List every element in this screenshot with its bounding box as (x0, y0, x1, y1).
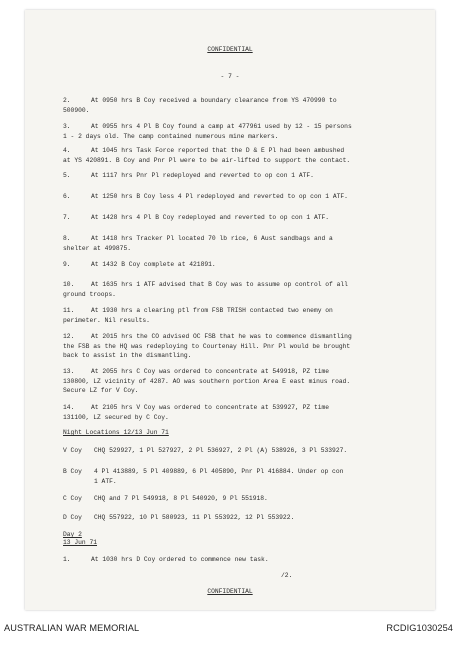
para-text: ground troops. (63, 290, 116, 298)
para-number: 12. (63, 333, 75, 340)
archive-footer (0, 621, 457, 641)
para-text: perimeter. Nil results. (63, 316, 150, 324)
para-text: 500900. (63, 106, 90, 114)
para-number: 5. (63, 172, 71, 179)
classification-header: CONFIDENTIAL (207, 46, 253, 53)
unit-locations: 1 ATF. (94, 477, 117, 485)
para-number: 4. (63, 147, 71, 154)
unit-locations: 4 Pl 413889, 5 Pl 409889, 6 Pl 405890, Pnr Pl 416884. Under op con (94, 468, 344, 475)
para-text: At 1117 hrs Pnr Pl redeployed and reverted to op con 1 ATF. (91, 172, 314, 179)
unit-label: C Coy (63, 495, 82, 502)
archive-name: AUSTRALIAN WAR MEMORIAL (4, 623, 140, 633)
para-text: 1 - 2 days old. The camp contained numerous mine markers. (63, 132, 279, 140)
para-text: At 2015 hrs the CO advised OC FSB that he was to commence dismantling (91, 333, 352, 340)
unit-label: D Coy (63, 514, 82, 521)
para-number: 10. (63, 281, 75, 288)
night-locations-heading: Night Locations 12/13 Jun 71 (63, 429, 169, 436)
para-number: 14. (63, 404, 75, 411)
para-text: back to assist in the dismantling. (63, 352, 192, 359)
unit-locations: CHQ and 7 Pl 549918, 8 Pl 540920, 9 Pl 551918. (94, 495, 268, 502)
para-number: 3. (63, 123, 71, 130)
para-text: At 1635 hrs 1 ATF advised that B Coy was to assume op control of all (91, 281, 348, 288)
para-text: At 2055 hrs C Coy was ordered to concentrate at 549918, PZ time (91, 368, 330, 375)
day-heading: Day 2 (63, 531, 82, 538)
para-text: at YS 420891. B Coy and Pnr Pl were to be air-lifted to support the contact. (63, 156, 351, 164)
para-text: At 1250 hrs B Coy less 4 Pl redeployed and reverted to op con 1 ATF. (91, 193, 348, 200)
para-text: shelter at 499875. (63, 244, 132, 252)
para-text: At 0955 hrs 4 Pl B Coy found a camp at 477961 used by 12 - 15 persons (91, 123, 352, 130)
para-text: the FSB as the HQ was redeploying to Courtenay Hill. Pnr Pl would be brought (63, 342, 351, 350)
para-number: 9. (63, 261, 71, 268)
para-text: At 0950 hrs B Coy received a boundary clearance from YS 470990 to (91, 97, 337, 104)
page-number: - 7 - (220, 73, 240, 80)
para-number: 7. (63, 214, 71, 221)
archive-reference: RCDIG1030254 (386, 623, 453, 633)
para-number: 2. (63, 97, 71, 104)
document-page (25, 10, 435, 610)
para-text: At 1030 hrs D Coy ordered to commence new task. (91, 556, 269, 563)
para-text: At 1418 hrs Tracker Pl located 70 lb rice, 6 Aust sandbags and a (91, 235, 333, 242)
para-text: Secure LZ for V Coy. (63, 387, 139, 394)
para-number: 13. (63, 368, 75, 375)
unit-label: V Coy (63, 447, 82, 454)
para-text: 131100, LZ secured by C Coy. (63, 413, 169, 421)
unit-label: B Coy (63, 468, 82, 475)
unit-locations: CHQ 557922, 10 Pl 580923, 11 Pl 553922, 12 Pl 553922. (94, 514, 295, 521)
para-text: At 1045 hrs Task Force reported that the D & E Pl had been ambushed (91, 147, 345, 154)
para-text: At 1930 hrs a clearing ptl from FSB TRISH contacted two enemy on (91, 307, 333, 314)
unit-locations: CHQ 529927, 1 Pl 527927, 2 Pl 536927, 2 Pl (A) 538926, 3 Pl 533927. (94, 447, 348, 454)
para-number: 6. (63, 193, 71, 200)
para-number: 11. (63, 307, 75, 314)
para-number: 1. (63, 556, 71, 563)
day-date: 13 Jun 71 (63, 539, 98, 546)
continuation-marker: /2. (281, 572, 293, 579)
classification-footer: CONFIDENTIAL (207, 588, 253, 595)
para-text: At 2105 hrs V Coy was ordered to concentrate at 539927, PZ time (91, 404, 330, 411)
para-number: 8. (63, 235, 71, 242)
para-text: At 1428 hrs 4 Pl B Coy redeployed and reverted to op con 1 ATF. (91, 214, 330, 221)
para-text: 130800, LZ vicinity of 4287. AO was southern portion Area E east minus road. (63, 377, 351, 385)
para-text: At 1432 B Coy complete at 421891. (91, 261, 216, 268)
